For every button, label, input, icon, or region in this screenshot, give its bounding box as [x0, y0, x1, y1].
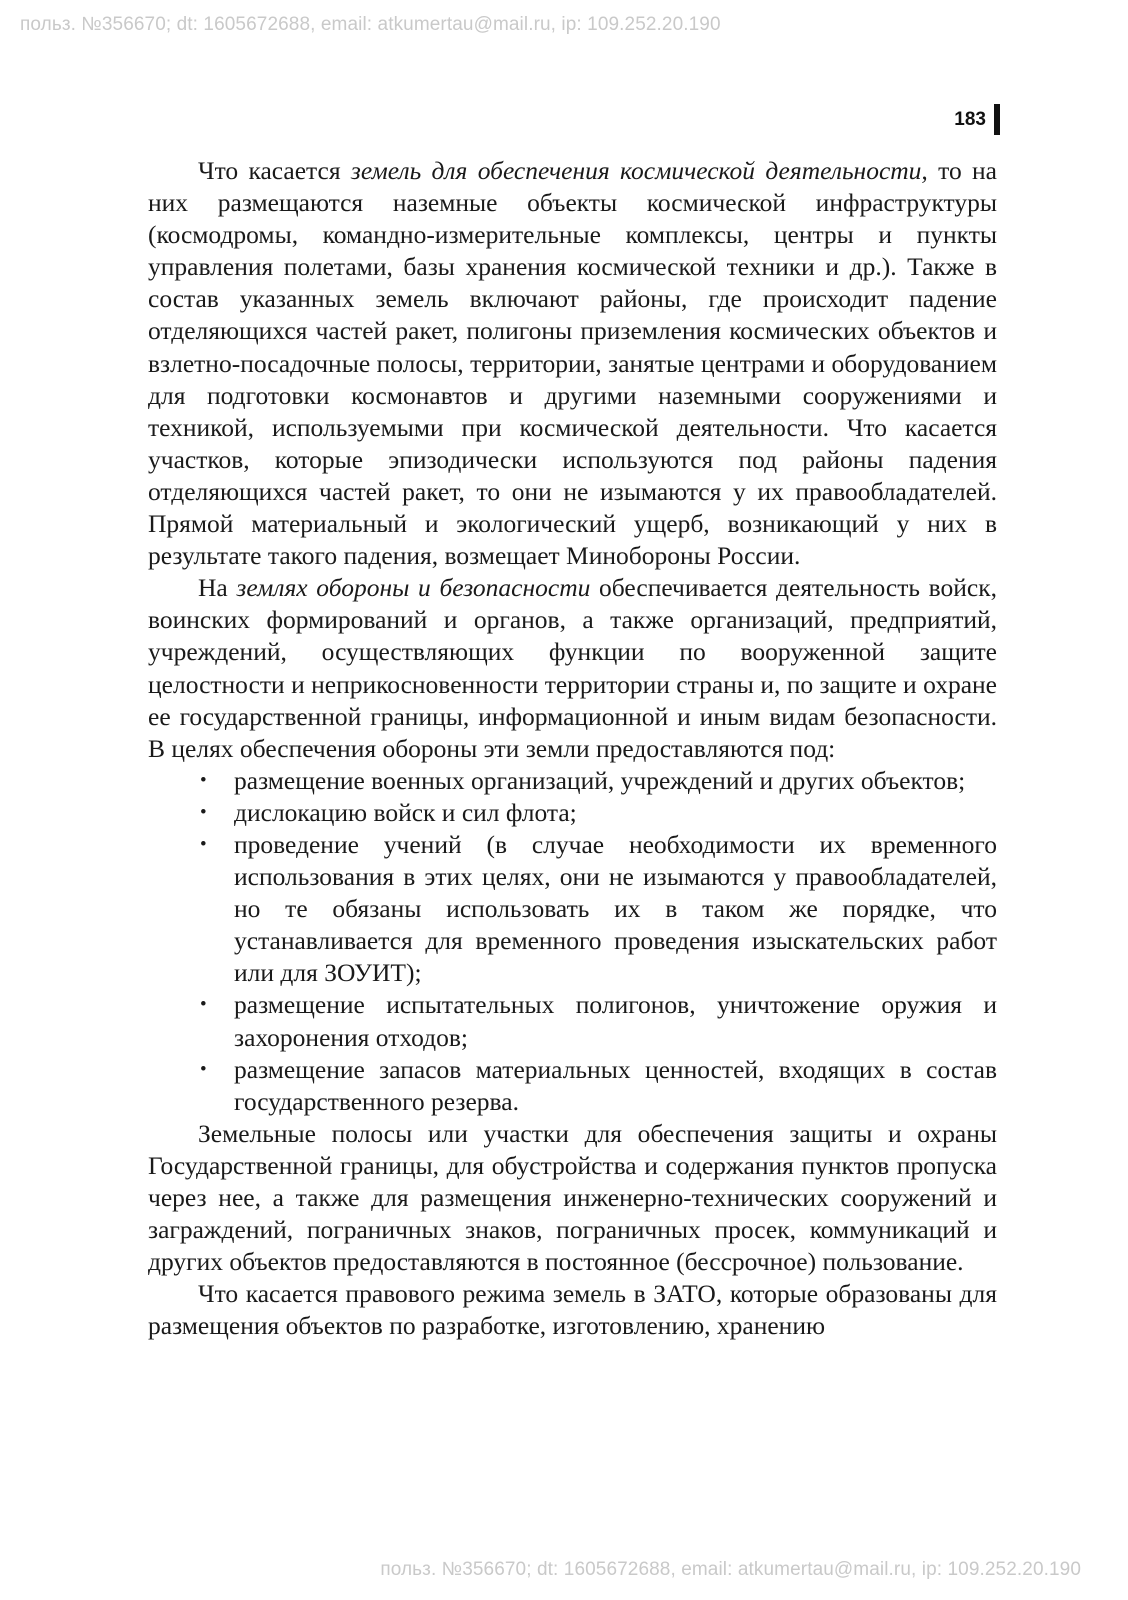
bullet-icon: • — [200, 801, 207, 823]
paragraph-text: На — [198, 573, 237, 603]
list-item-text: дислокацию войск и сил флота; — [234, 797, 577, 827]
list-item-text: размещение запасов материальных ценностей, входящих в состав государственного резерва. — [234, 1054, 997, 1116]
page-number: 183 — [954, 108, 986, 130]
paragraph-defense-lands — [148, 572, 997, 765]
bullet-icon: • — [200, 833, 207, 855]
bullet-icon: • — [200, 1058, 207, 1080]
bullet-list — [148, 765, 997, 1118]
paragraph-text: обеспечивается деятельность войск, воинских формирований и органов, а также организаций, предприятий, учреждений, осуществляющих функции по вооруженной защите целостности и неприкосновенности территории страны и, по защите и охране ее государственной границы, информационной и иным видам безопасности. В целях обеспечения обороны эти земли предоставляются под: — [148, 573, 998, 763]
list-item-text: размещение военных организаций, учреждений и других объектов; — [234, 765, 966, 795]
emphasis-term: землях обороны и безопасности — [236, 573, 591, 603]
emphasis-term: земель для обеспечения космической деятельности, — [350, 156, 928, 185]
list-item-text: размещение испытательных полигонов, уничтожение оружия и захоронения отходов; — [234, 990, 997, 1052]
page-body — [148, 155, 997, 1342]
paragraph-text: то на них размещаются наземные объекты космической инфраструктуры (космодромы, командно-измерительные комплексы, центры и пункты управления полетами, базы хранения космической техники и др.). Также в состав указанных земель включают районы, где происходит падение отделяющихся частей ракет, полигоны приземления космических объектов и взлетно-посадочные полосы, территории, занятые центрами и оборудованием для подготовки космонавтов и другими наземными сооружениями и техникой, используемыми при космической деятельности. Что касается участков, которые эпизодически используются под районы падения отделяющихся частей ракет, то они не изымаются у их правообладателей. Прямой материальный и экологический ущерб, возникающий у них в результате такого падения, возмещает Минобороны России. — [148, 156, 997, 571]
page-number-bar — [994, 104, 1000, 135]
list-item — [200, 1054, 997, 1118]
paragraph-zato-lands: Что касается правового режима земель в ЗАТО, которые образованы для размещения объектов по разработке, изготовлению, хранению — [148, 1279, 997, 1341]
paragraph-space-lands — [148, 155, 997, 572]
list-item — [200, 797, 997, 829]
list-item — [200, 765, 997, 797]
list-item — [200, 829, 997, 989]
watermark-top: польз. №356670; dt: 1605672688, email: atkumertau@mail.ru, ip: 109.252.20.190 — [20, 14, 721, 35]
bullet-icon: • — [200, 769, 207, 791]
watermark-bottom: польз. №356670; dt: 1605672688, email: atkumertau@mail.ru, ip: 109.252.20.190 — [380, 1559, 1081, 1580]
paragraph-border-lands: Земельные полосы или участки для обеспечения защиты и охраны Государственной границы, для обустройства и содержания пунктов пропуска через нее, а также для размещения инженерно-технических сооружений и заграждений, пограничных знаков, пограничных просек, коммуникаций и других объектов предоставляются в постоянное (бессрочное) пользование. — [148, 1118, 997, 1277]
page-header — [954, 104, 1000, 135]
list-item-text: проведение учений (в случае необходимости их временного использования в этих целях, они не изымаются у правообладателей, но те обязаны использовать их в таком же порядке, что устанавливается для временного проведения изыскательских работ или для ЗОУИТ); — [234, 829, 997, 988]
paragraph-text: Что касается — [198, 156, 351, 185]
bullet-icon: • — [200, 994, 207, 1016]
list-item — [200, 989, 997, 1053]
